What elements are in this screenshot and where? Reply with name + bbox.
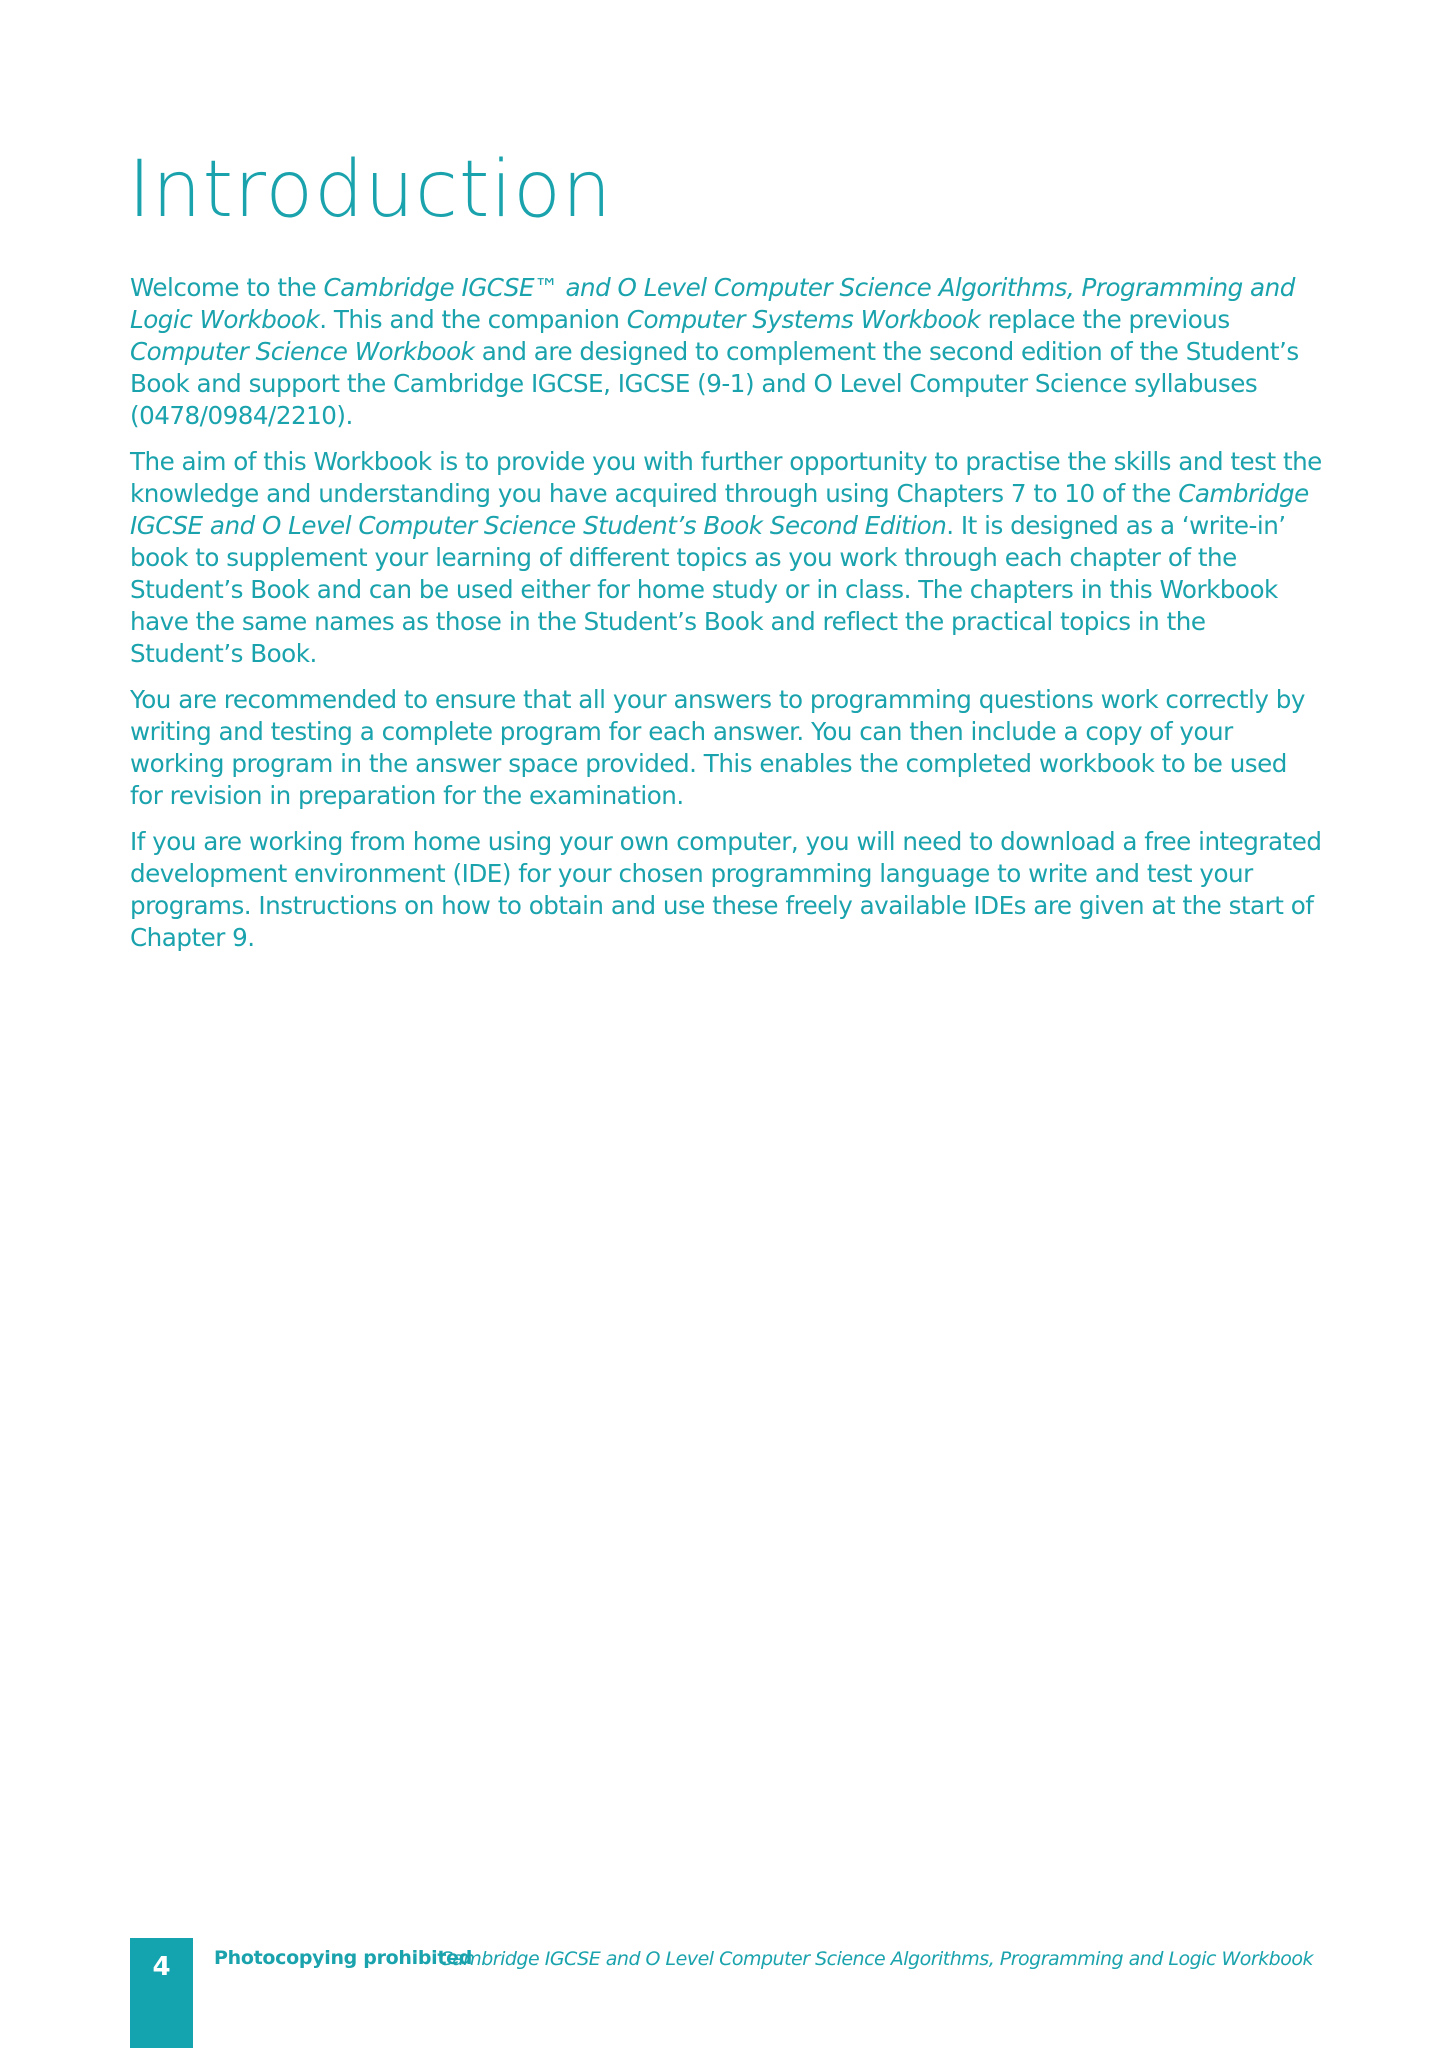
text-run: You are recommended to ensure that all your answers to programming questions work correctly by writing and testing a complete program for each answer. You can then include a copy of your working program in the answer space provided. This enables the completed workbook to be used for revision in preparation for the examination. <box>130 685 1305 810</box>
text-run: . This and the companion <box>319 305 627 334</box>
paragraph-recommendation <box>130 684 1322 812</box>
footer-book-title: Cambridge IGCSE and O Level Computer Science Algorithms, Programming and Logic Workbook <box>439 1948 1313 1970</box>
paragraph-aim <box>130 446 1322 670</box>
italic-text-run: Computer Science Workbook <box>130 337 475 366</box>
text-run: replace the previous <box>980 305 1230 334</box>
photocopy-notice: Photocopying prohibited <box>214 1947 473 1969</box>
italic-text-run: Cambridge IGCSE™ and O Level Computer Science Algorithms, Programming and Logic Workbook <box>130 273 1295 334</box>
page-number: 4 <box>152 1952 171 1982</box>
paragraph-ide <box>130 826 1322 954</box>
introduction-body <box>130 272 1322 968</box>
text-run: The aim of this Workbook is to provide you with further opportunity to practise the skills and test the knowledge and understanding you have acquired through using Chapters 7 to 10 of the <box>130 447 1322 508</box>
text-run: and are designed to complement the second edition of the Student’s Book and support the Cambridge IGCSE, IGCSE (9-1) and O Level Computer Science syllabuses (0478/0984/2210). <box>130 337 1299 430</box>
page-title: Introduction <box>128 145 613 235</box>
paragraph-welcome <box>130 272 1322 432</box>
text-run: If you are working from home using your own computer, you will need to download a free integrated development environment (IDE) for your chosen programming language to write and test your programs. Instructions on how to obtain and use these freely available IDEs are given at the start of Chapter 9. <box>130 827 1322 952</box>
text-run: . It is designed as a ‘write-in’ book to supplement your learning of different topics as you work through each chapter of the Student’s Book and can be used either for home study or in class. The chapters in this Workbook have the same names as those in the Student’s Book and reflect the practical topics in the Student’s Book. <box>130 511 1286 668</box>
text-run: Welcome to the <box>130 273 324 302</box>
italic-text-run: Cambridge IGCSE and O Level Computer Science Student’s Book Second Edition <box>130 479 1309 540</box>
page-number-tab <box>130 1938 193 2048</box>
italic-text-run: Computer Systems Workbook <box>626 305 981 334</box>
